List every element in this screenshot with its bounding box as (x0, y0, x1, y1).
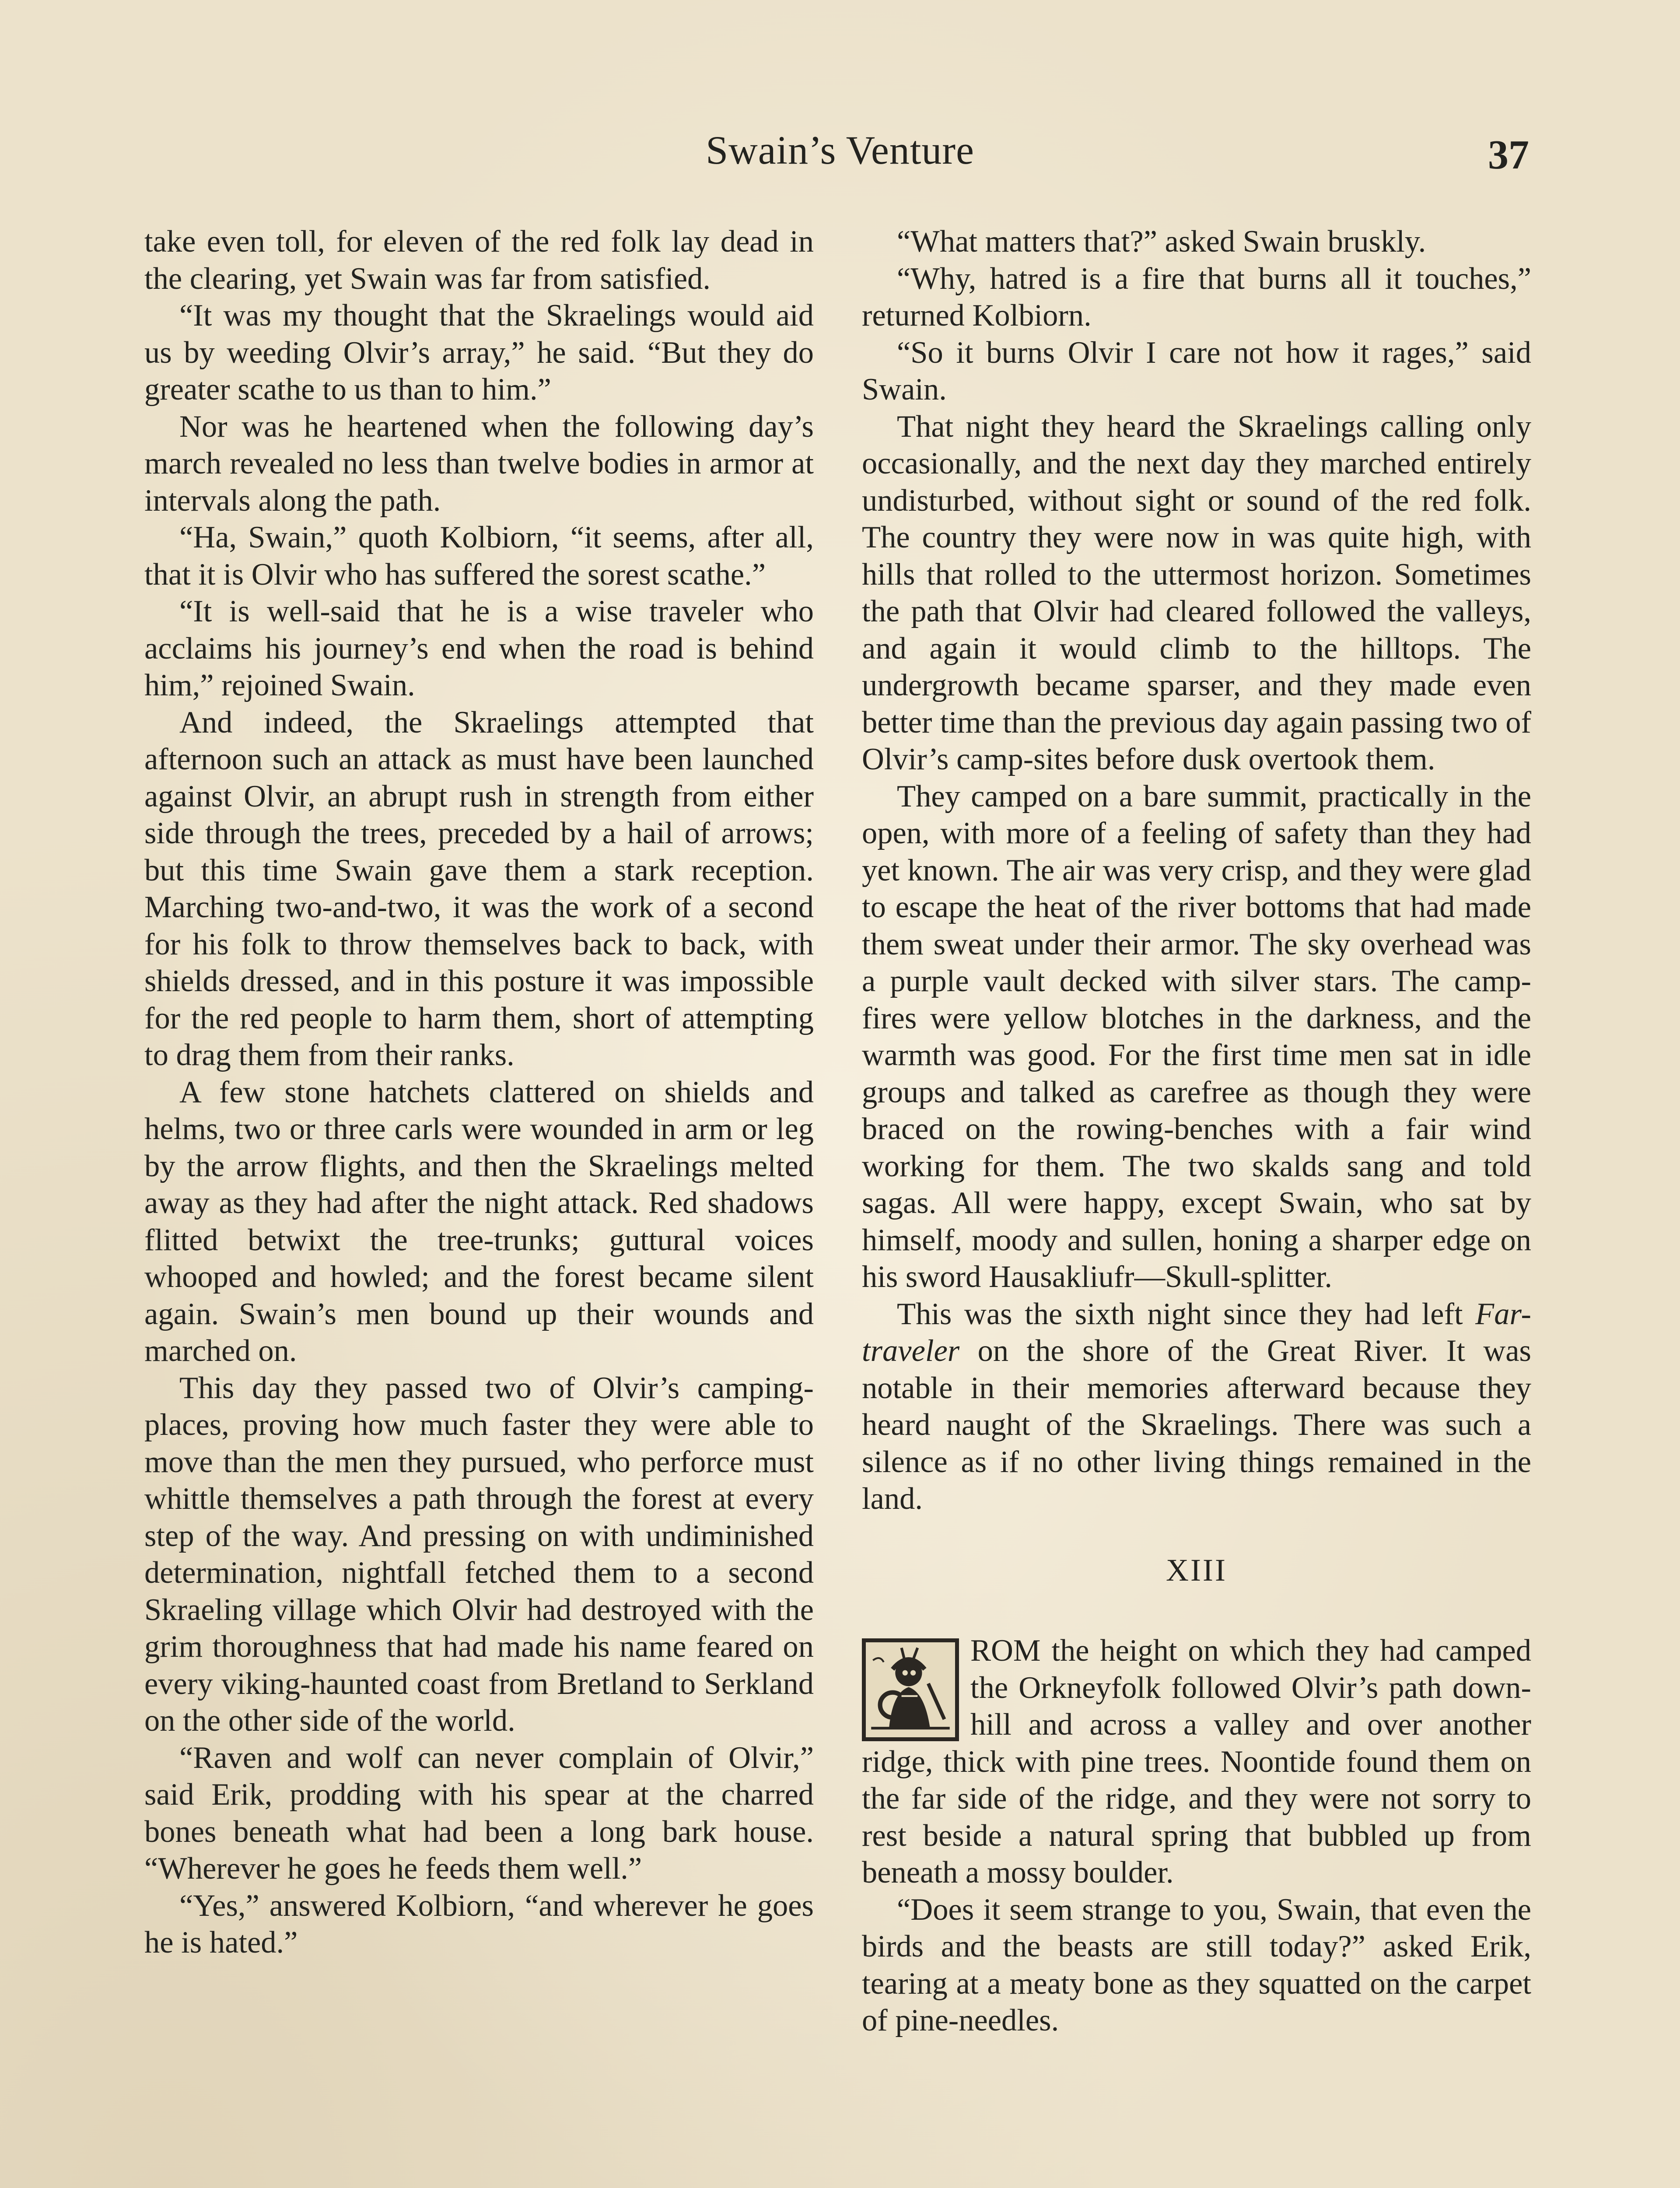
paragraph: A few stone hatchets clattered on shields and helms, two or three carls were wounded in arm or leg by the arrow flights, and then the Skraelings melted away as they had after the night attack. Red shadows flitted betwixt the tree-trunks; guttural voices whooped and howled; and the forest became silent again. Swain’s men bound up their wounds and marched on. (144, 1075, 814, 1368)
paragraph: “Yes,” answered Kolbiorn, “and wherever he goes he is hated.” (144, 1888, 814, 1960)
paragraph: “It was my thought that the Skraelings would aid us by weeding Olvir’s array,” he said. “But they do greater scathe to us than to him.” (144, 298, 814, 407)
paragraph: “Why, hatred is a fire that burns all it touches,” returned Kolbiorn. (862, 261, 1531, 333)
text-span: ROM the height on which they had camped the Orkneyfolk followed Olvir’s path down-hill and across a valley and over another ridge, thick with pine trees. Noontide found them on the far side of the ridge, and they were not sorry to rest beside a natural spring that bubbled up from beneath a mossy boulder. (862, 1634, 1531, 1890)
paragraph: “Raven and wolf can never complain of Olvir,” said Erik, prodding with his spear at the charred bones beneath what had been a long bark house. “Wherever he goes he feeds them well.” (144, 1740, 814, 1886)
paragraph (862, 1296, 1531, 1518)
paragraph: This day they passed two of Olvir’s camping-places, proving how much faster they were able to move than the men they pursued, who perforce must whittle themselves a path through the forest at every step of the way. And pressing on with undiminished determination, nightfall fetched them to a second Skraeling village which Olvir had destroyed with the grim thoroughness that had made his name feared on every viking-haunted coast from Bretland to Serkland on the other side of the world. (144, 1371, 814, 1738)
paragraph: “Does it seem strange to you, Swain, that even the birds and the beasts are still today?” asked Erik, tearing at a meaty bone as they squatted on the carpet of pine-needles. (862, 1892, 1531, 2037)
paragraph: “What matters that?” asked Swain bruskly. (897, 224, 1426, 259)
paragraph: That night they heard the Skraelings calling only occasionally, and the next day they marched entirely undisturbed, without sight or sound of the red folk. The country they were now in was quite high, with hills that rolled to the uttermost horizon. Sometimes the path that Olvir had cleared followed the valleys, and again it would climb to the hilltops. The undergrowth became sparser, and they made even better time than the previous day again passing two of Olvir’s camp-sites before dusk overtook them. (862, 409, 1531, 776)
paragraph (862, 1632, 1531, 1891)
paragraph: “Ha, Swain,” quoth Kolbiorn, “it seems, after all, that it is Olvir who has suffered the sorest scathe.” (144, 520, 814, 592)
paragraph: “So it burns Olvir I care not how it rages,” said Swain. (862, 335, 1531, 407)
left-column (144, 223, 814, 1961)
right-column (862, 223, 1531, 2039)
running-header-title: Swain’s Venture (706, 128, 974, 172)
paragraph: Nor was he heartened when the following day’s march revealed no less than twelve bodies in armor at intervals along the path. (144, 409, 814, 518)
text-span: This was the sixth night since they had left (897, 1297, 1476, 1331)
text-span: on the shore of the Great River. It was notable in their memories afterward because they heard naught of the Skraelings. There was such a silence as if no other living things remained in the land. (862, 1334, 1531, 1516)
chapter-heading: XIII (1166, 1552, 1227, 1588)
dropcap-illustration (862, 1638, 959, 1741)
viking-figure-icon (866, 1642, 955, 1737)
paragraph: And indeed, the Skraelings attempted that afternoon such an attack as must have been launched against Olvir, an abrupt rush in strength from either side through the trees, preceded by a hail of arrows; but this time Swain gave them a stark reception. Marching two-and-two, it was the work of a second for his folk to throw themselves back to back, with shields dressed, and in this posture it was impossible for the red people to harm them, short of attempting to drag them from their ranks. (144, 705, 814, 1072)
page-number: 37 (1488, 132, 1529, 178)
paragraph: “It is well-said that he is a wise traveler who acclaims his journey’s end when the road is behind him,” rejoined Swain. (144, 594, 814, 702)
ship-name: Far-traveler (862, 1297, 1531, 1368)
paragraph: take even toll, for eleven of the red folk lay dead in the clearing, yet Swain was far from satisfied. (144, 224, 814, 296)
paragraph: They camped on a bare summit, practically in the open, with more of a feeling of safety than they had yet known. The air was very crisp, and they were glad to escape the heat of the river bottoms that had made them sweat under their armor. The sky overhead was a purple vault decked with silver stars. The camp-fires were yellow blotches in the darkness, and the warmth was good. For the first time men sat in idle groups and talked as carefree as though they were braced on the rowing-benches with a fair wind working for them. The two skalds sang and told sagas. All were happy, except Swain, who sat by himself, moody and sullen, honing a sharper edge on his sword Hausakliufr—Skull-splitter. (862, 779, 1531, 1294)
